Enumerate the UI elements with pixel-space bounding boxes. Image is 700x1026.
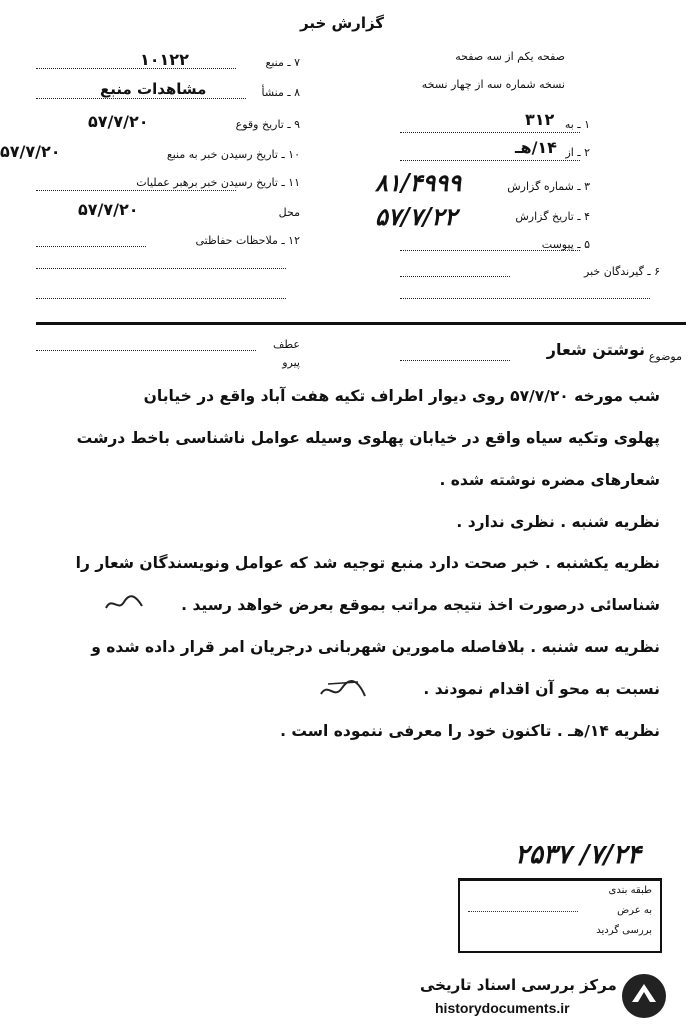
- initial-1-scribble: [104, 592, 144, 616]
- field-report-date-value: ۵۷/۷/۲۲: [375, 202, 457, 231]
- field-received-by-source-value: ۵۷/۷/۲۰: [0, 142, 61, 161]
- field-security-notes-label: ۱۲ ـ ملاحظات حفاظتی: [195, 234, 300, 247]
- subject-line: [400, 360, 510, 361]
- field-attachment-label: ۵ ـ پیوست: [541, 238, 590, 251]
- stamp-line-2: به عرض: [617, 905, 652, 916]
- field-occurrence-date-value: ۵۷/۷/۲۰: [88, 112, 149, 131]
- field-from-line: [400, 160, 580, 161]
- field-report-number-label: ۳ ـ شماره گزارش: [507, 180, 590, 193]
- handwritten-initial-2: [318, 676, 368, 709]
- field-origin-value: مشاهدات منبع: [100, 80, 207, 98]
- body-line-1: شب مورخه ۵۷/۷/۲۰ روی دیوار اطراف تکیه هفت آباد واقع در خیابان: [143, 387, 660, 405]
- field-security-notes-line-2: [36, 268, 286, 269]
- body-line-3: شعارهای مضره نوشته شده .: [439, 471, 660, 489]
- copy-number-line: نسخه شماره سه از چهار نسخه: [421, 78, 565, 91]
- field-attachment-line: [400, 250, 580, 251]
- section-divider: [36, 322, 686, 325]
- field-received-by-leader-line: [36, 190, 236, 191]
- field-received-by-leader-label: ۱۱ ـ تاریخ رسیدن خبر برهبر عملیات: [136, 176, 300, 189]
- archive-logo-svg: [620, 972, 668, 1020]
- page-count-line: صفحه یکم از سه صفحه: [455, 50, 565, 63]
- body-line-5: نظریه یکشنبه . خبر صحت دارد منبع توجیه شد که عوامل ونویسندگان شعار را: [75, 554, 660, 572]
- field-source-line: [36, 68, 236, 69]
- field-origin-line: [36, 98, 246, 99]
- stamp-line-1: طبقه بندی: [608, 885, 652, 896]
- body-line-8: نسبت به محو آن اقدام نمودند .: [423, 680, 660, 698]
- watermark-url[interactable]: historydocuments.ir: [435, 1000, 570, 1016]
- field-from-value: ۱۴/هـ: [515, 138, 557, 157]
- document-title: گزارش خبر: [300, 14, 385, 32]
- field-report-number-value: ۸۱/۴۹۹۹: [375, 168, 462, 197]
- watermark-text: مرکز بررسی اسناد تاریخی: [420, 976, 617, 994]
- field-location-label: محل: [278, 206, 300, 219]
- reference-atf-label: عطف: [273, 338, 300, 351]
- handwritten-initial-1: [104, 592, 144, 621]
- field-recipients-label: ۶ ـ گیرندگان خبر: [584, 265, 660, 278]
- field-to-line: [400, 132, 580, 133]
- field-security-notes-line-3: [36, 298, 286, 299]
- body-line-4: نظریه شنبه . نظری ندارد .: [456, 513, 660, 531]
- body-line-2: پهلوی وتکیه سیاه واقع در خیابان پهلوی وسیله عوامل ناشناسی باخط درشت: [76, 429, 660, 447]
- field-source-label: ۷ ـ منبع: [265, 56, 300, 69]
- field-to-label: ۱ ـ به: [564, 118, 590, 131]
- reference-peyro-label: پیرو: [282, 356, 300, 369]
- receipt-stamp: [458, 878, 662, 953]
- field-location-value: ۵۷/۷/۲۰: [78, 200, 139, 219]
- initial-2-scribble: [318, 676, 368, 704]
- body-line-9: نظریه ۱۴/هـ . تاکنون خود را معرفی ننموده است .: [280, 722, 660, 740]
- field-security-notes-line: [36, 246, 146, 247]
- field-source-value: ۱۰۱۲۲: [140, 50, 189, 69]
- reference-atf-line: [36, 350, 256, 351]
- field-to-value: ۳۱۲: [525, 110, 555, 129]
- field-report-date-label: ۴ ـ تاریخ گزارش: [515, 210, 590, 223]
- field-from-label: ۲ ـ از: [565, 146, 590, 159]
- field-origin-label: ۸ ـ منشأ: [261, 86, 300, 99]
- field-recipients-line: [400, 276, 510, 277]
- body-line-7: نظریه سه شنبه . بلافاصله مامورین شهربانی درجریان امر قرار داده شده و: [91, 638, 660, 656]
- handwritten-date: ۲۵۳۷ /۷/۲۴: [515, 840, 641, 870]
- archive-logo-icon: [620, 972, 668, 1020]
- field-received-by-source-label: ۱۰ ـ تاریخ رسیدن خبر به منبع: [166, 148, 300, 161]
- field-occurrence-date-label: ۹ ـ تاریخ وقوع: [235, 118, 300, 131]
- subject-value: نوشتن شعار: [546, 340, 645, 359]
- stamp-line-rule: [468, 911, 578, 912]
- field-recipients-line-2: [400, 298, 650, 299]
- stamp-line-3: بررسی گردید: [596, 925, 652, 936]
- body-line-6: شناسائی درصورت اخذ نتیجه مراتب بموقع بعرض خواهد رسید .: [181, 596, 660, 614]
- subject-label: موضوع: [648, 350, 682, 363]
